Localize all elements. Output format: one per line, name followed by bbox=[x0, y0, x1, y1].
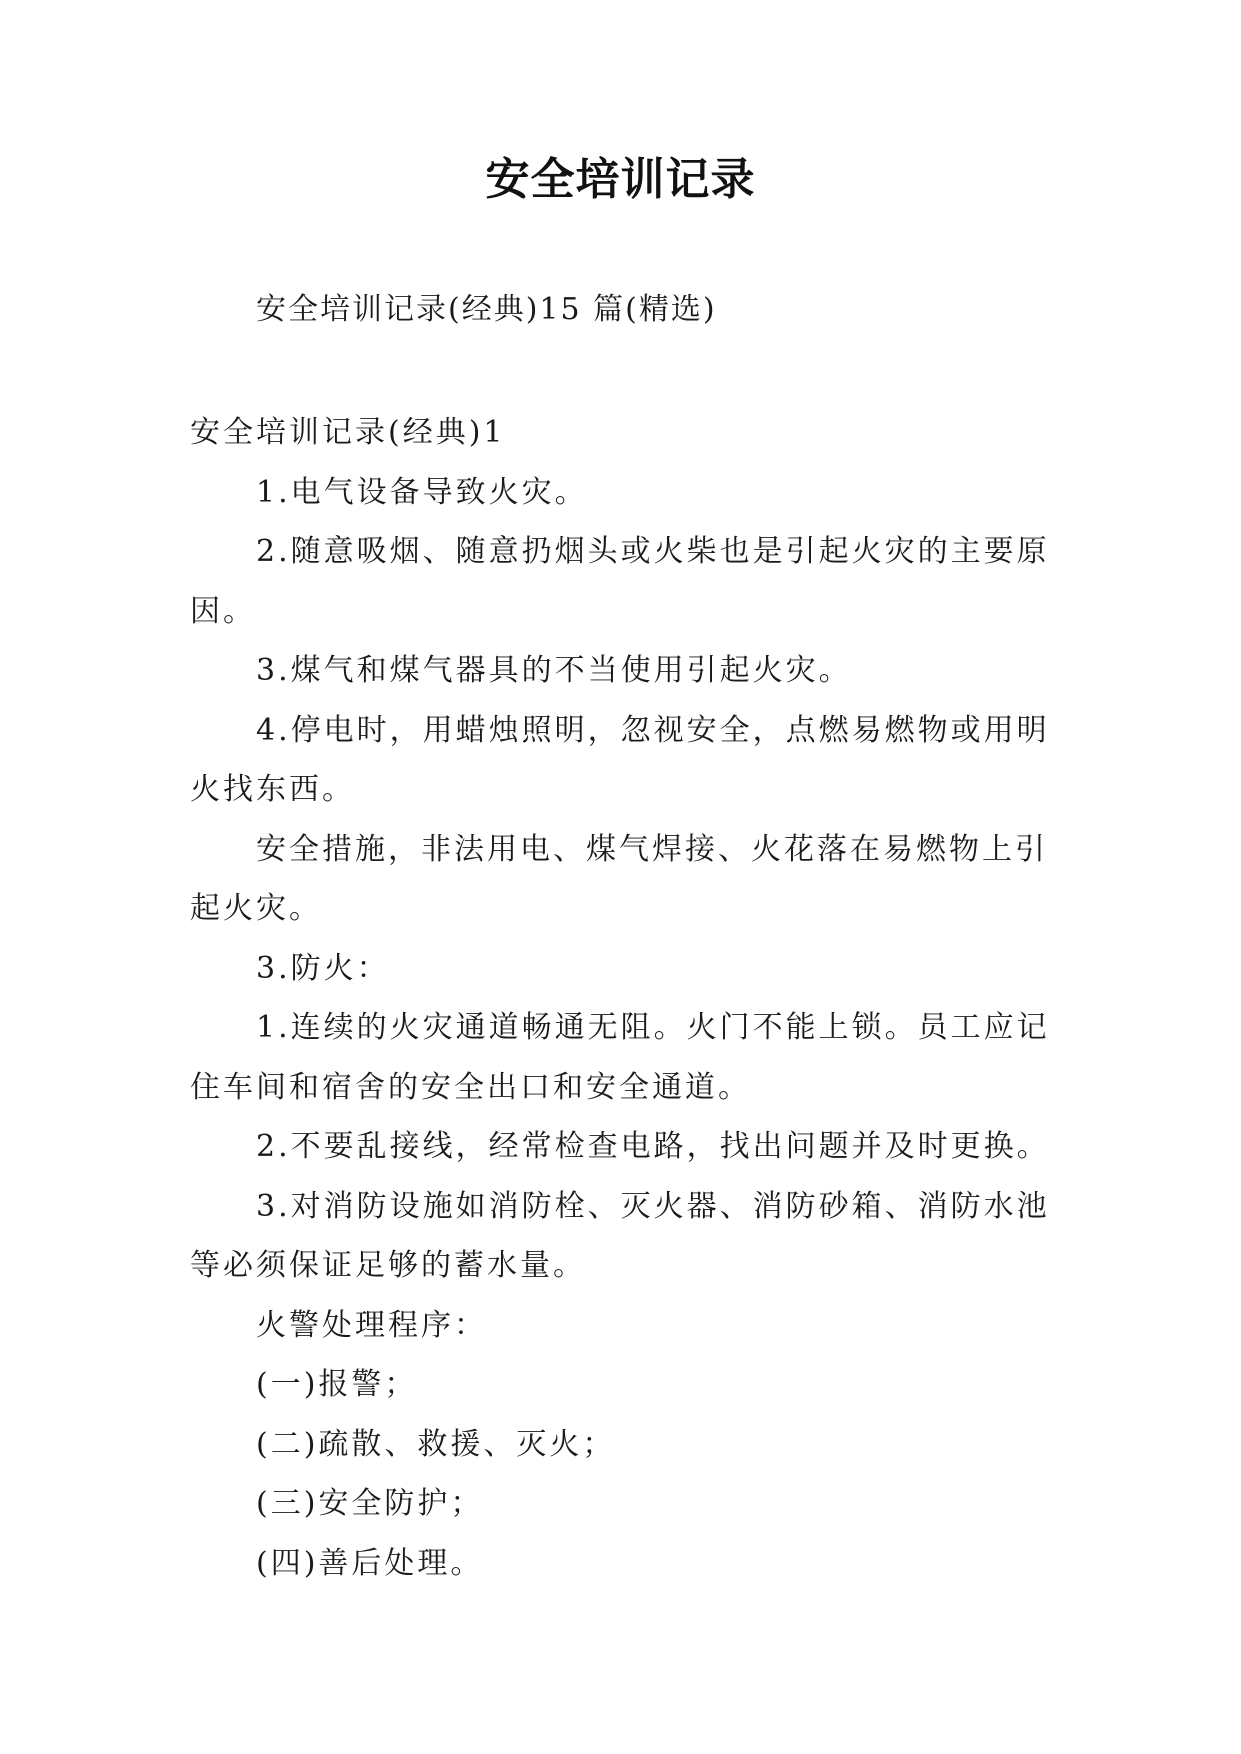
list-item: (二)疏散、救援、灭火； bbox=[256, 1426, 616, 1462]
document-body bbox=[190, 403, 1062, 1593]
paragraph: 2.随意吸烟、随意扔烟头或火柴也是引起火灾的主要原因。 bbox=[190, 534, 1050, 629]
list-item: (一)报警； bbox=[256, 1367, 418, 1402]
paragraph: 2.不要乱接线，经常检查电路，找出问题并及时更换。 bbox=[256, 1129, 1050, 1164]
paragraph: 3.对消防设施如消防栓、灭火器、消防砂箱、消防水池等必须保证足够的蓄水量。 bbox=[190, 1188, 1050, 1283]
document-title: 安全培训记录 bbox=[485, 154, 756, 205]
paragraph: 火警处理程序： bbox=[256, 1307, 487, 1343]
paragraph: 安全措施，非法用电、煤气焊接、火花落在易燃物上引起火灾。 bbox=[190, 831, 1048, 926]
document-subtitle: 安全培训记录(经典)15 篇(精选) bbox=[256, 292, 717, 327]
paragraph: 4.停电时，用蜡烛照明，忽视安全，点燃易燃物或用明火找东西。 bbox=[190, 712, 1050, 807]
list-item: (四)善后处理。 bbox=[256, 1545, 484, 1581]
paragraph: 1.电气设备导致火灾。 bbox=[256, 474, 588, 510]
section-heading: 安全培训记录(经典)1 bbox=[190, 415, 506, 450]
list-item: (三)安全防护； bbox=[256, 1486, 484, 1521]
paragraph: 1.连续的火灾通道畅通无阻。火门不能上锁。员工应记住车间和宿舍的安全出口和安全通道。 bbox=[190, 1010, 1050, 1105]
paragraph: 3.煤气和煤气器具的不当使用引起火灾。 bbox=[256, 653, 852, 688]
paragraph: 3.防火： bbox=[256, 950, 390, 986]
